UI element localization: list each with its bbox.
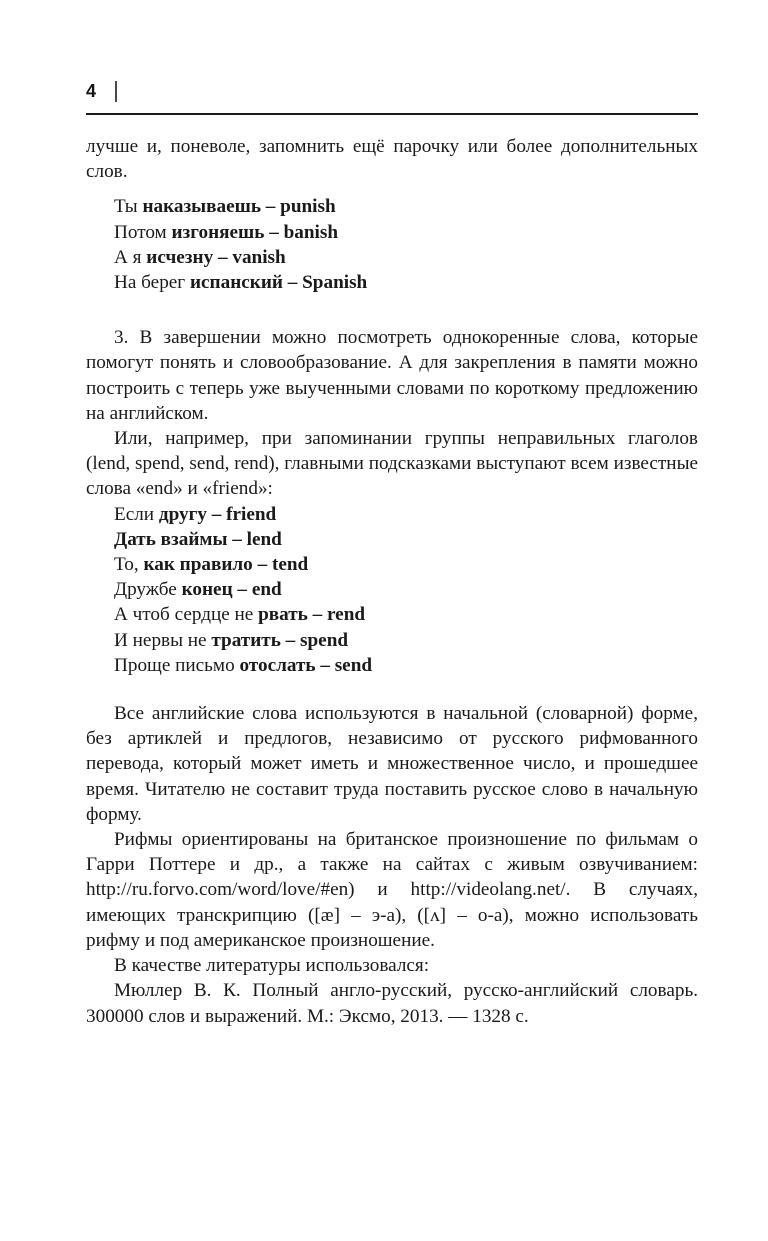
running-head (86, 80, 698, 112)
verse-line-plain: Если (114, 503, 159, 525)
verse-line-plain: Проще письмо (114, 654, 240, 676)
verse-line-bold: тратить – spend (211, 629, 349, 651)
verse-line (86, 220, 698, 245)
spacer (86, 184, 698, 194)
verse-line (86, 602, 698, 627)
verse-line (86, 270, 698, 295)
verse-line-plain: То, (114, 554, 144, 576)
page-content (86, 134, 698, 1029)
spacer (86, 295, 698, 325)
verse-line-bold: как правило – tend (143, 554, 309, 576)
header-divider (86, 113, 698, 115)
paragraph-continuation: лучше и, поневоле, запомнить ещё парочку или более дополнительных слов. (86, 136, 698, 183)
paragraph-citation: Мюллер В. К. Полный англо-русский, русско-английский словарь. 300000 слов и выражений. М.: Эксмо, 2013. — 1328 с. (86, 980, 698, 1027)
page-number: 4 (86, 81, 97, 101)
verse-line (86, 245, 698, 270)
verse-line-bold: Дать взаймы – lend (114, 528, 282, 550)
verse-line-plain: И нервы не (114, 629, 212, 651)
verse-line-plain: Дружбе (114, 579, 182, 601)
verse-block-punish (86, 194, 698, 295)
verse-line (86, 628, 698, 653)
verse-line-plain: А чтоб сердце не (114, 604, 259, 626)
verse-line-plain: Потом (114, 221, 172, 243)
verse-line (86, 552, 698, 577)
verse-line-bold: конец – end (181, 579, 282, 601)
book-page (86, 0, 698, 1241)
paragraph-step-three: 3. В завершении можно посмотреть однокоренные слова, которые помогут понять и словообразование. А для закрепления в памяти можно построить с теперь уже выученными словами по короткому предложению на английском. (86, 327, 698, 424)
paragraph-irregular-verbs: Или, например, при запоминании группы неправильных глаголов (lend, spend, send, rend), главными подсказками выступают всем известные слова «end» и «friend»: (86, 428, 698, 500)
verse-line (86, 653, 698, 678)
folio-separator-rule (115, 81, 117, 102)
verse-line (86, 527, 698, 552)
verse-line-plain: Ты (114, 196, 143, 218)
verse-line (86, 194, 698, 219)
verse-line (86, 502, 698, 527)
verse-line-bold: изгоняешь – banish (171, 221, 338, 243)
verse-line-bold: наказываешь – punish (142, 196, 336, 218)
verse-line-bold: другу – friend (158, 503, 277, 525)
verse-line-plain: На берег (114, 272, 190, 294)
verse-line-bold: испанский – Spanish (189, 272, 368, 294)
verse-line-bold: исчезну – vanish (146, 246, 286, 268)
paragraph-pronunciation: Рифмы ориентированы на британское произношение по фильмам о Гарри Поттере и др., а также на сайтах с живым озвучиванием: http://ru.forvo.com/word/love/#en) и http://videolang.net/. В случаях, имеющих транскрипцию ([æ] – э-а), ([ʌ] – о-а), можно использовать рифму и под американское произношение. (86, 829, 698, 951)
verse-block-end (86, 502, 698, 678)
verse-line-bold: отослать – send (239, 654, 373, 676)
verse-line-bold: рвать – rend (258, 604, 366, 626)
paragraph-dictionary-form: Все английские слова используются в начальной (словарной) форме, без артиклей и предлогов, независимо от русского рифмованного перевода, который может иметь и множественное число, и прошедшее время. Читателю не составит труда поставить русское слово в начальную форму. (86, 703, 698, 825)
verse-line-plain: А я (114, 246, 147, 268)
spacer (86, 678, 698, 701)
verse-line (86, 577, 698, 602)
paragraph-literature-intro: В качестве литературы использовался: (114, 955, 430, 977)
